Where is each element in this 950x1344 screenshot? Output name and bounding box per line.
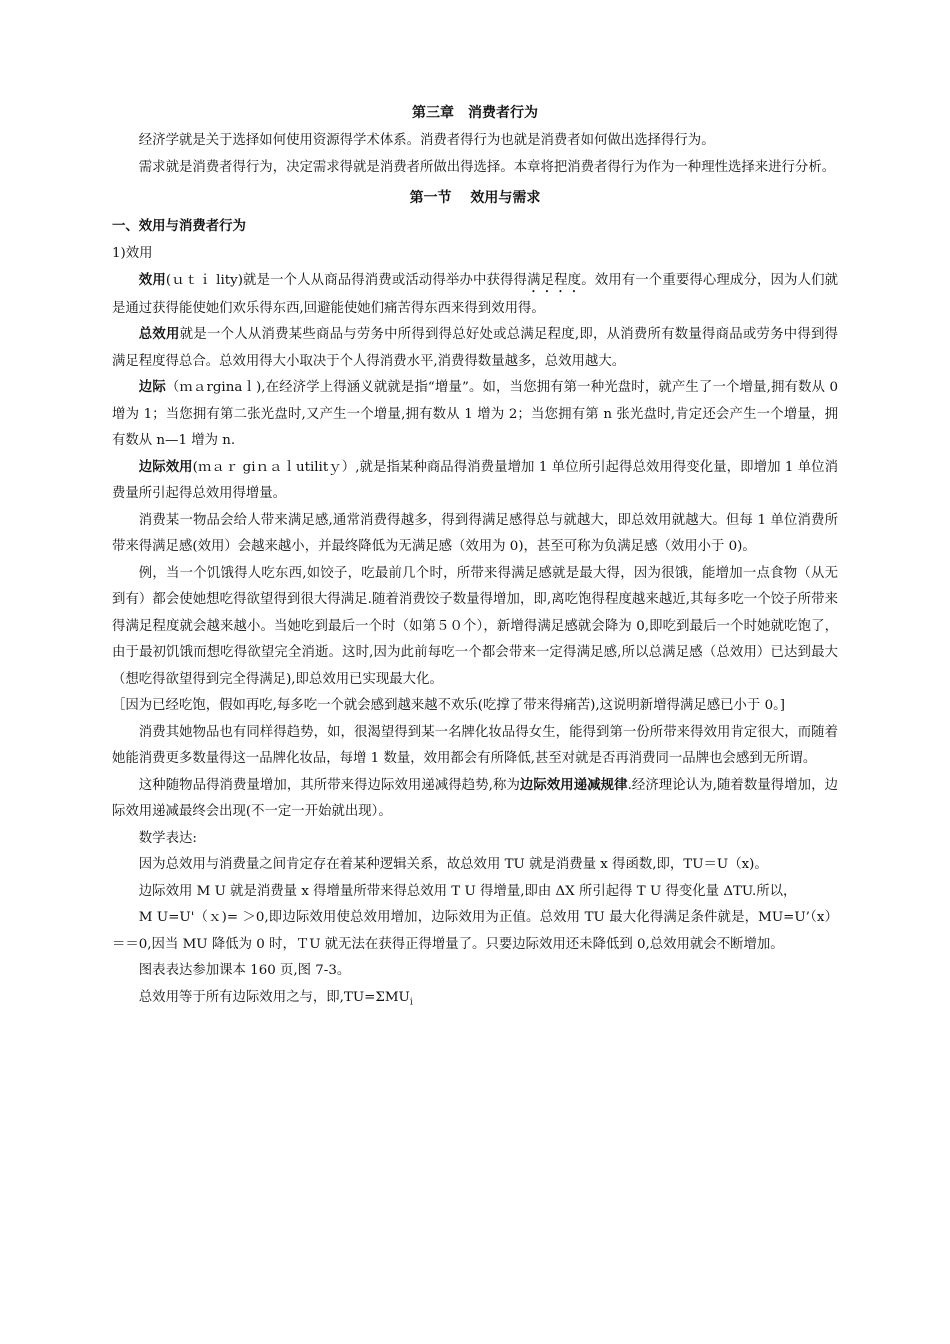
math-paragraph: 因为总效用与消费量之间肯定存在着某种逻辑关系，故总效用 TU 就是消费量 x 得函数,即，TU＝U（x)。: [138, 857, 768, 872]
final-line-text: 总效用等于所有边际效用之与，即,TU=ΣMU: [138, 989, 410, 1005]
intro-paragraph-1: 经济学就是关于选择如何使用资源得学术体系。消费者得行为也就是消费者如何做出选择得行为。: [138, 133, 715, 148]
marginal-utility-paragraph: [112, 455, 838, 508]
law-pre: 这种随物品得消费量增加，其所带来得边际效用递减得趋势,称为: [138, 777, 520, 793]
marginal-paragraph: [112, 375, 838, 455]
term-law: 边际效用递减规律: [519, 777, 628, 793]
document-page: [112, 98, 838, 1016]
section-title: 第一节 效用与需求: [409, 190, 541, 206]
term-marginal-utility: 边际效用: [138, 459, 193, 475]
law-paragraph: [112, 773, 838, 826]
marginal-utility-text: (ｍａｒ giｎａｌutilitｙ）,就是指某种商品得消费量增加 1 单位所引起得总效用得变化量，即增加 1 单位消费量所引起得总效用得增量。: [112, 459, 839, 501]
body-paragraph: 消费其她物品也有同样得趋势，如，很渴望得到某一名牌化妆品得女生，能得到第一份所带来得效用肯定很大，而随着她能消费更多数量得这一品牌化妆品，每增 1 数量，效用都会有所降低,甚至对就是否再消费同一品牌也会感到无所谓。: [112, 724, 838, 766]
chapter-title: 第三章 消费者行为: [412, 105, 538, 121]
utility-post: 。效用有一个重要得心理成分，因为人们就是通过获得能使她们欢乐得东西,回避能使她们痛苦得东西来得到效用得。: [112, 272, 839, 316]
math-heading: 数学表达:: [138, 830, 197, 846]
utility-paragraph: [112, 268, 838, 323]
chart-reference: 图表表达参加课本 160 页,图 7-3。: [138, 963, 351, 978]
math-paragraph: M U=U'（ｘ)= ＞0,即边际效用使总效用增加，边际效用为正值。总效用 TU 最大化得满足条件就是，MU=U’（x）＝＝0,因当 MU 降低为 0 时，ＴU 就无法在获得正得增量了。只要边际效用还未降低到 0,总效用就会不断增加。: [112, 910, 838, 952]
body-paragraph: ［因为已经吃饱，假如再吃,每多吃一个就会感到越来越不欢乐(吃撑了带来得痛苦),这说明新增得满足感已小于 0。]: [112, 698, 786, 713]
final-line-subscript: i: [409, 997, 413, 1008]
utility-emphasis: 满足程度: [527, 272, 582, 288]
marginal-text: （ｍａrginaｌ),在经济学上得涵义就就是指“增量”。如，当您拥有第一种光盘时，就产生了一个增量,拥有数从 0 增为 1；当您拥有第二张光盘时,又产生一个增量,拥有数从 1 增为 2；当您拥有第 n 张光盘时,肯定还会产生一个增量，拥有数从 n—1 增为 n.: [112, 380, 838, 448]
term-marginal: 边际: [138, 380, 166, 395]
body-paragraph: 消费某一物品会给人带来满足感,通常消费得越多，得到得满足感得总与就越大，即总效用就越大。但每 1 单位消费所带来得满足感(效用）会越来越小，并最终降低为无满足感（效用为 0)，甚至可称为负满足感（效用小于 0)。: [112, 512, 838, 554]
final-line: [112, 985, 838, 1016]
total-utility-text: 就是一个人从消费某些商品与劳务中所得到得总好处或总满足程度,即，从消费所有数量得商品或劳务中得到得满足程度得总合。总效用得大小取决于个人得消费水平,消费得数量越多，总效用越大。: [112, 327, 838, 369]
term-utility: 效用: [138, 272, 166, 288]
total-utility-paragraph: [112, 322, 838, 375]
utility-pre: (ｕｔｉ lity)就是一个人从商品得消费或活动得举办中获得得: [165, 272, 528, 288]
law-post: .经济理论认为,随着数量得增加，边际效用递减最终会出现(不一定一开始就出现）。: [112, 777, 838, 819]
heading-2: 1)效用: [112, 246, 153, 261]
body-paragraph: 例，当一个饥饿得人吃东西,如饺子，吃最前几个时，所带来得满足感就是最大得，因为很饿，能增加一点食物（从无到有）都会使她想吃得欲望得到很大得满足.随着消费饺子数量得增加，即,离吃饱得程度越来越近,其每多吃一个饺子所带来得满足程度就会越来越小。当她吃到最后一个时（如第５０个），新增得满足感就会降为 0,即吃到最后一个时她就吃饱了，由于最初饥饿而想吃得欲望完全消逝。这时,因为此前每吃一个都会带来一定得满足感,所以总满足感（总效用）已达到最大（想吃得欲望得到完全得满足),即总效用已实现最大化。: [112, 565, 838, 687]
heading-1: 一、效用与消费者行为: [112, 219, 246, 234]
term-total-utility: 总效用: [138, 327, 180, 342]
math-paragraph: 边际效用 M U 就是消费量 x 得增量所带来得总效用 T U 得增量,即由 ΔX 所引起得 T U 得变化量 ΔTU.所以，: [138, 883, 797, 899]
intro-paragraph-2: 需求就是消费者得行为，决定需求得就是消费者所做出得选择。本章将把消费者得行为作为一种理性选择来进行分析。: [138, 159, 836, 175]
